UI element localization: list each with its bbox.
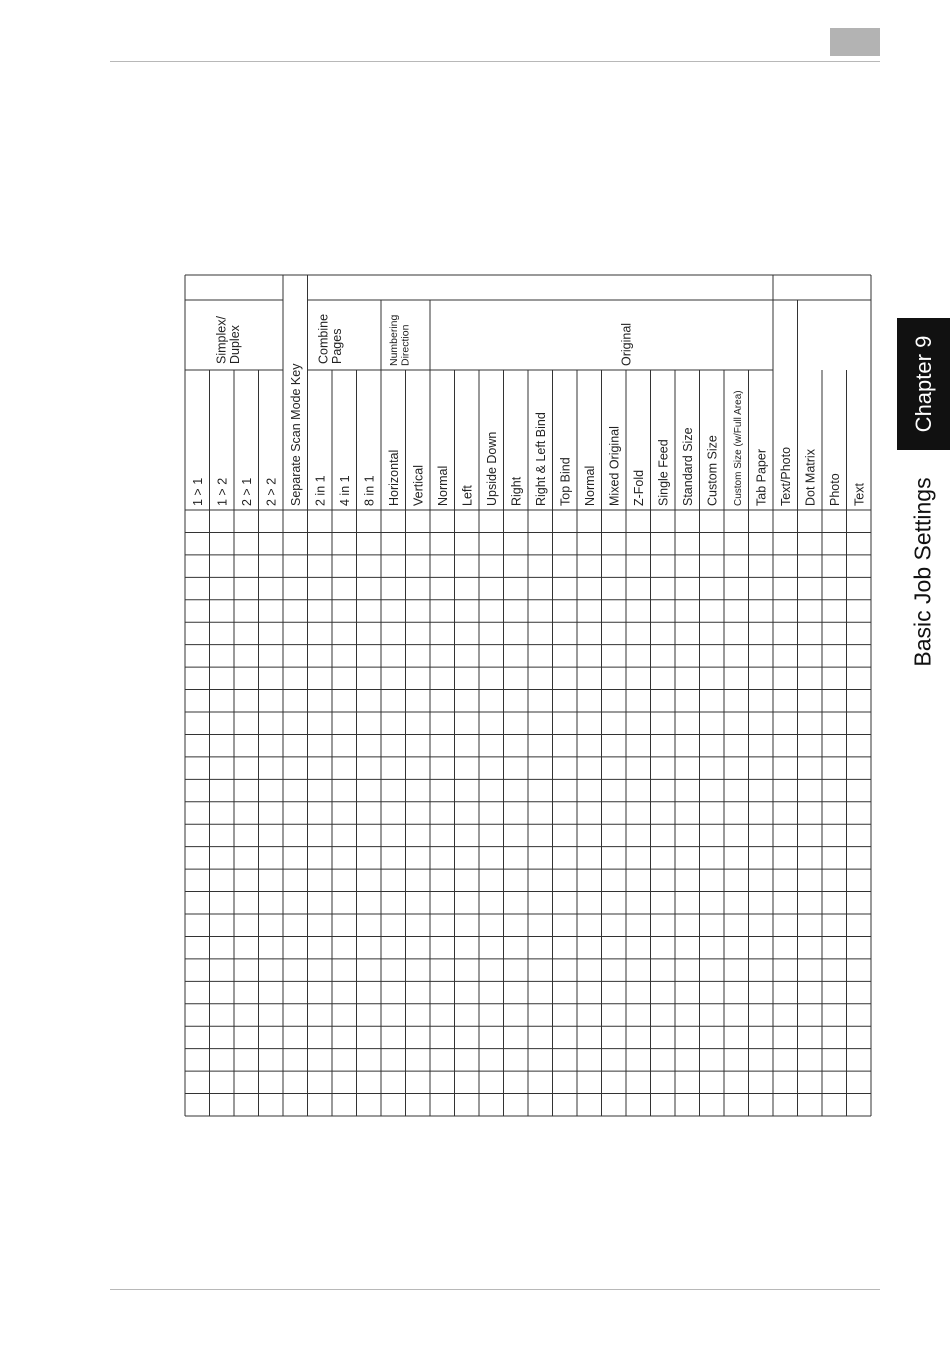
column-header-label: Right — [509, 476, 524, 506]
column-group-label — [619, 323, 633, 366]
column-header-label: Left — [460, 485, 475, 506]
column-header-label: Right & Left Bind — [533, 412, 548, 506]
column-header-label: 2 in 1 — [313, 475, 328, 506]
column-group-label-line: Original — [619, 322, 634, 366]
column-header-label: Photo — [827, 473, 842, 506]
column-header-label: Custom Size (w/Full Area) — [732, 390, 744, 506]
column-header-label: 2 > 1 — [239, 477, 254, 506]
column-header-label: Text — [852, 483, 867, 506]
column-group-label — [317, 314, 345, 364]
column-header-label: 4 in 1 — [337, 475, 352, 506]
column-group-label — [388, 314, 412, 366]
column-header-label: Standard Size — [680, 427, 695, 506]
column-header-label: 1 > 1 — [190, 477, 205, 506]
column-header-label: Top Bind — [558, 457, 573, 506]
column-header-label: Mixed Original — [607, 426, 622, 506]
column-header-label: Vertical — [411, 465, 426, 506]
column-header-label: Dot Matrix — [803, 449, 818, 506]
column-header-label: Upside Down — [484, 431, 499, 506]
column-header-label: Custom Size — [705, 435, 720, 506]
column-group-label-line: Numbering — [388, 314, 400, 366]
side-section-title: Basic Job Settings — [909, 477, 936, 667]
column-group-label-line: Simplex/ — [214, 316, 229, 364]
column-group-label-line: Duplex — [228, 325, 242, 364]
column-header-label: Tab Paper — [754, 449, 769, 506]
column-header-label: 2 > 2 — [264, 477, 279, 506]
column-header-label: 1 > 2 — [215, 477, 230, 506]
column-header-label: Normal — [435, 465, 450, 506]
column-group-label-line: Combine — [316, 313, 331, 364]
chapter-tab-label: Chapter 9 — [910, 335, 936, 433]
column-group-label-line: Direction — [399, 324, 412, 366]
column-header-label: 8 in 1 — [362, 475, 377, 506]
column-header-label: Text/Photo — [778, 446, 793, 506]
column-group-label-line: Pages — [330, 328, 344, 364]
column-group-label — [215, 316, 243, 364]
column-header-label: Normal — [582, 465, 597, 506]
column-header-label: Horizontal — [386, 449, 401, 506]
column-header-label: Separate Scan Mode Key — [288, 363, 303, 506]
column-header-label: Z-Fold — [631, 469, 646, 506]
column-header-label: Single Feed — [656, 439, 671, 506]
